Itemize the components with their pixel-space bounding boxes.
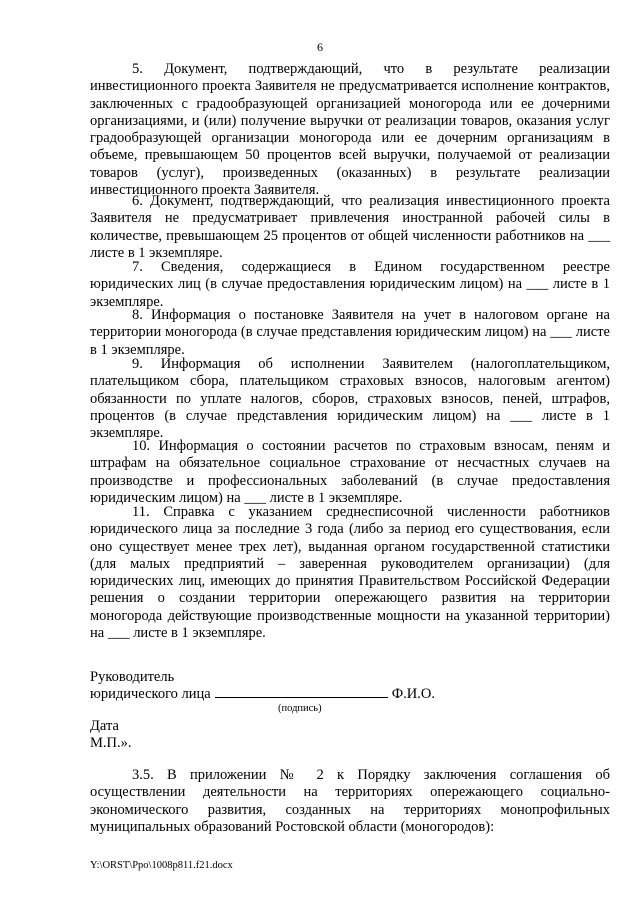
signature-title: Руководитель [90,669,175,685]
signature-name-label: Ф.И.О. [391,686,435,702]
date-label: Дата [90,718,119,734]
signature-caption: (подпись) [278,703,322,714]
closing-paragraph: 3.5. В приложении № 2 к Порядку заключения соглашения об осуществлении деятельности на территориях опережающего социально-экономического развития, созданных на территориях монопрофильных муниципальных образований Ростовской области (моногородов): [90,767,610,835]
signature-blank [215,685,388,698]
signature-row [90,685,435,703]
paragraph-6: 6. Документ, подтверждающий, что реализация инвестиционного проекта Заявителя не предусматривает привлечения иностранной рабочей силы в количестве, превышающем 25 процентов от общей численности работников на ___ листе в 1 экземпляре. [90,193,610,261]
paragraph-5: 5. Документ, подтверждающий, что в результате реализации инвестиционного проекта Заявителя не предусматривается исполнение контрактов, заключенных с градообразующей организацией моногорода или ее дочерними организациями, и (или) получение выручки от реализации товаров, оказания услуг градообразующей организации моногорода или ее дочерним организациям в объеме, превышающем 50 процентов всей выручки, получаемой от реализации товаров (услуг), произведенных (оказанных) в результате реализации инвестиционного проекта Заявителя. [90,61,610,199]
stamp-label: М.П.». [90,735,132,751]
footer-file-path: Y:\ORST\Ppo\1008p811.f21.docx [90,860,233,871]
paragraph-9: 9. Информация об исполнении Заявителем (налогоплательщиком, плательщиком сбора, плательщиком страховых взносов, налоговым агентом) обязанности по уплате налогов, сборов, страховых взносов, пеней, штрафов, процентов (в случае представления юридическим лицом) на ___ листе в 1 экземпляре. [90,356,610,442]
paragraph-8: 8. Информация о постановке Заявителя на учет в налоговом органе на территории моногорода (в случае представления юридическим лицом) на ___ листе в 1 экземпляре. [90,307,610,358]
paragraph-7: 7. Сведения, содержащиеся в Едином государственном реестре юридических лиц (в случае предоставления юридическим лицом) на ___ листе в 1 экземпляре. [90,259,610,310]
page-number: 6 [317,40,323,54]
paragraph-10: 10. Информация о состоянии расчетов по страховым взносам, пеням и штрафам на обязательное социальное страхование от несчастных случаев на производстве и профессиональных заболеваний (в случае предоставления юридическим лицом) на ___ листе в 1 экземпляре. [90,438,610,506]
signature-entity-label: юридического лица [90,686,211,702]
paragraph-11: 11. Справка с указанием среднесписочной численности работников юридического лица за последние 3 года (либо за период его существования, если оно существует менее трех лет), выданная органом государственной статистики (для малых предприятий – заверенная руководителем организации) (для юридических лиц, имеющих до принятия Правительством Российской Федерации решения о создании территории опережающего развития на территории моногорода действующие производственные мощности на указанной территории) на ___ листе в 1 экземпляре. [90,504,610,642]
